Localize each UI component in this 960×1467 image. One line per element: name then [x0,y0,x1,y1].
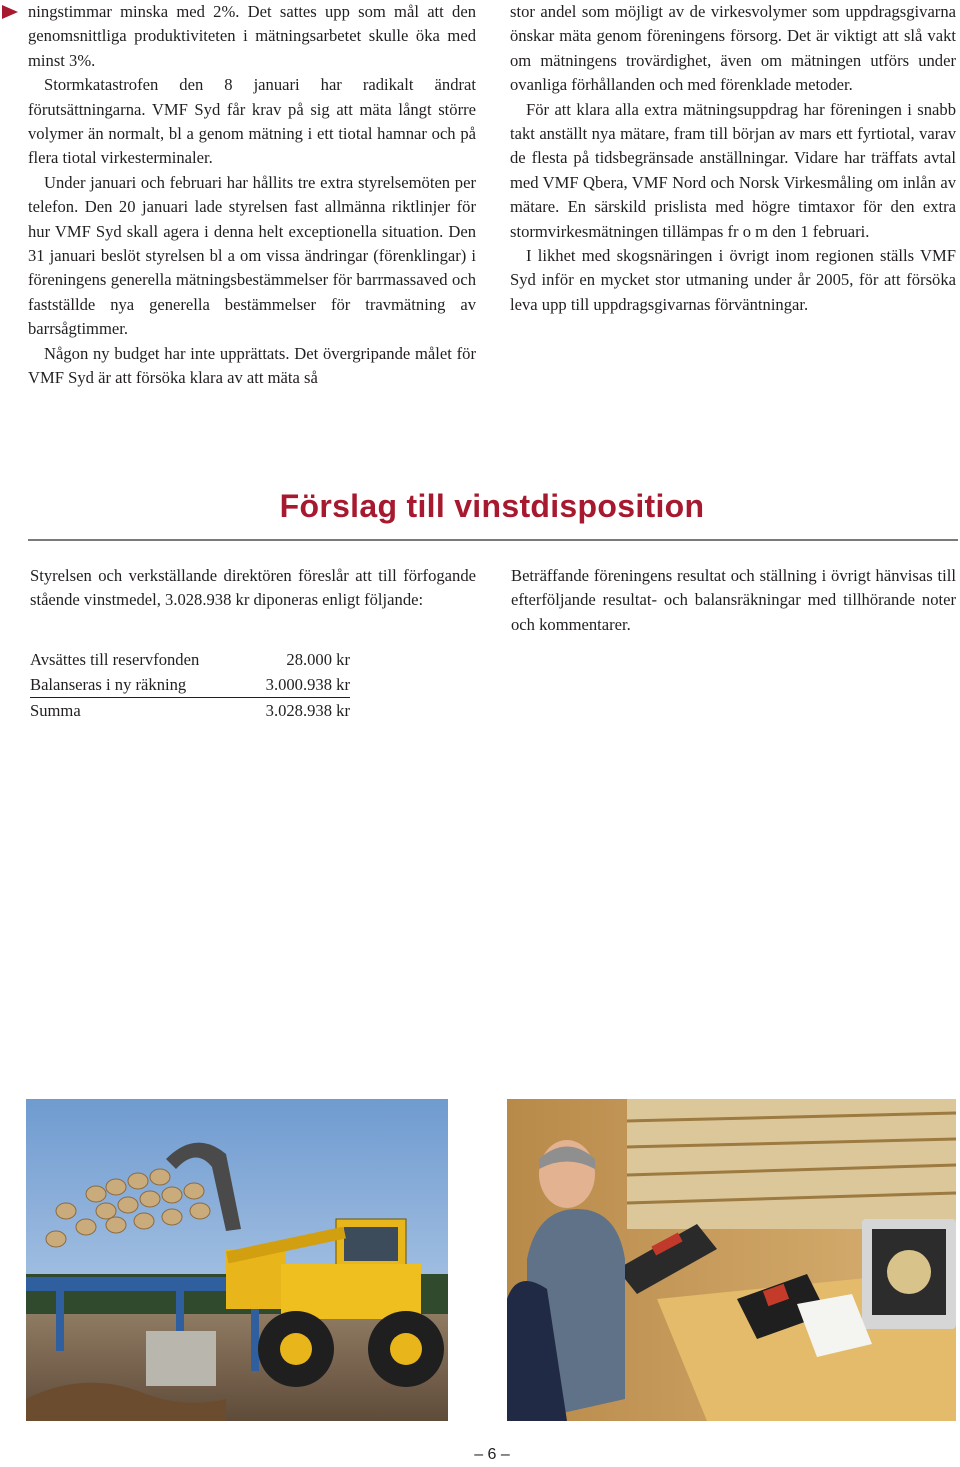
row-amount: 3.000.938 kr [265,675,350,694]
table-row [30,672,350,698]
body-paragraph: Någon ny budget har inte upprättats. Det övergripande målet för VMF Syd är att försöka klara av att mäta så [28,343,476,388]
row-amount: 3.028.938 kr [265,701,350,720]
body-paragraph: stor andel som möjligt av de virkesvolymer som uppdragsgivarna önskar mäta genom föreningens försorg. Det är viktigt att slå vakt om mätningens trovärdighet, även om mätningen utförs under ovanliga förhållanden och med förenklade metoder. [510,2,956,95]
body-paragraph: Stormkatastrofen den 8 januari har radikalt ändrat förutsättningarna. VMF Syd får krav på sig att mäta långt större volymer än normalt, bl a genom mätning i ett tiotal hamnar och på flera tiotal virkesterminaler. [28,75,476,168]
disposition-reference-note: Beträffande föreningens resultat och ställning i övrigt hänvisas till efterföljande resultat- och balansräkningar med tillhörande noter och kommentarer. [511,566,956,634]
heading-divider [28,539,958,541]
photo-timber-loader [26,1099,448,1421]
table-row-total [30,698,350,723]
body-column-right [510,0,956,317]
row-label: Balanseras i ny räkning [30,675,187,694]
body-paragraph: Under januari och februari har hållits tre extra styrelsemöten per telefon. Den 20 januari lade styrelsen fast allmänna riktlinjer för hur VMF Syd skall agera i denna helt exceptionella situation. Den 31 januari beslöt styrelsen bl a om vissa ändringar (förenklingar) i föreningens generella mätningsbestämmelser för barrmassaved och fastställde nya generella bestämmelser för travmätning av barrsågtimmer. [28,172,476,339]
row-amount: 28.000 kr [286,650,350,669]
body-column-left [28,0,476,391]
continuation-arrow-icon [2,5,18,19]
body-paragraph: För att klara alla extra mätningsuppdrag har föreningen i snabb takt anställt nya mätare, fram till början av mars ett fyrtiotal, varav de flesta på tidsbegränsade anställningar. Vidare har träffats avtal med VMF Qbera, VMF Nord och Norsk Virkesmåling om inlån av mätare. En särskild prislista med högre timtaxor för den extra stormvirkesmätningen tillämpas fr o m den 1 februari. [510,99,956,241]
disposition-intro: Styrelsen och verkställande direktören föreslår att till förfogande stående vinstmedel, 3.028.938 kr diponeras enligt följande: [30,566,476,610]
body-paragraph: ningstimmar minska med 2%. Det sattes upp som mål att den genomsnittliga produktiviteten i mätningsarbetet skulle öka med minst 3%. [28,2,476,70]
row-label: Avsättes till reservfonden [30,650,200,669]
section-heading: Förslag till vinstdisposition [279,488,705,524]
row-label: Summa [30,701,81,720]
table-row [30,647,350,672]
disposition-table [30,647,350,723]
page-number: – 6 – [474,1446,510,1463]
body-paragraph: I likhet med skogsnäringen i övrigt inom regionen ställs VMF Syd inför en mycket stor utmaning under år 2005, för att försöka leva upp till uppdragsgivarnas förväntningar. [510,246,956,314]
photo-measuring-operator [507,1099,956,1421]
